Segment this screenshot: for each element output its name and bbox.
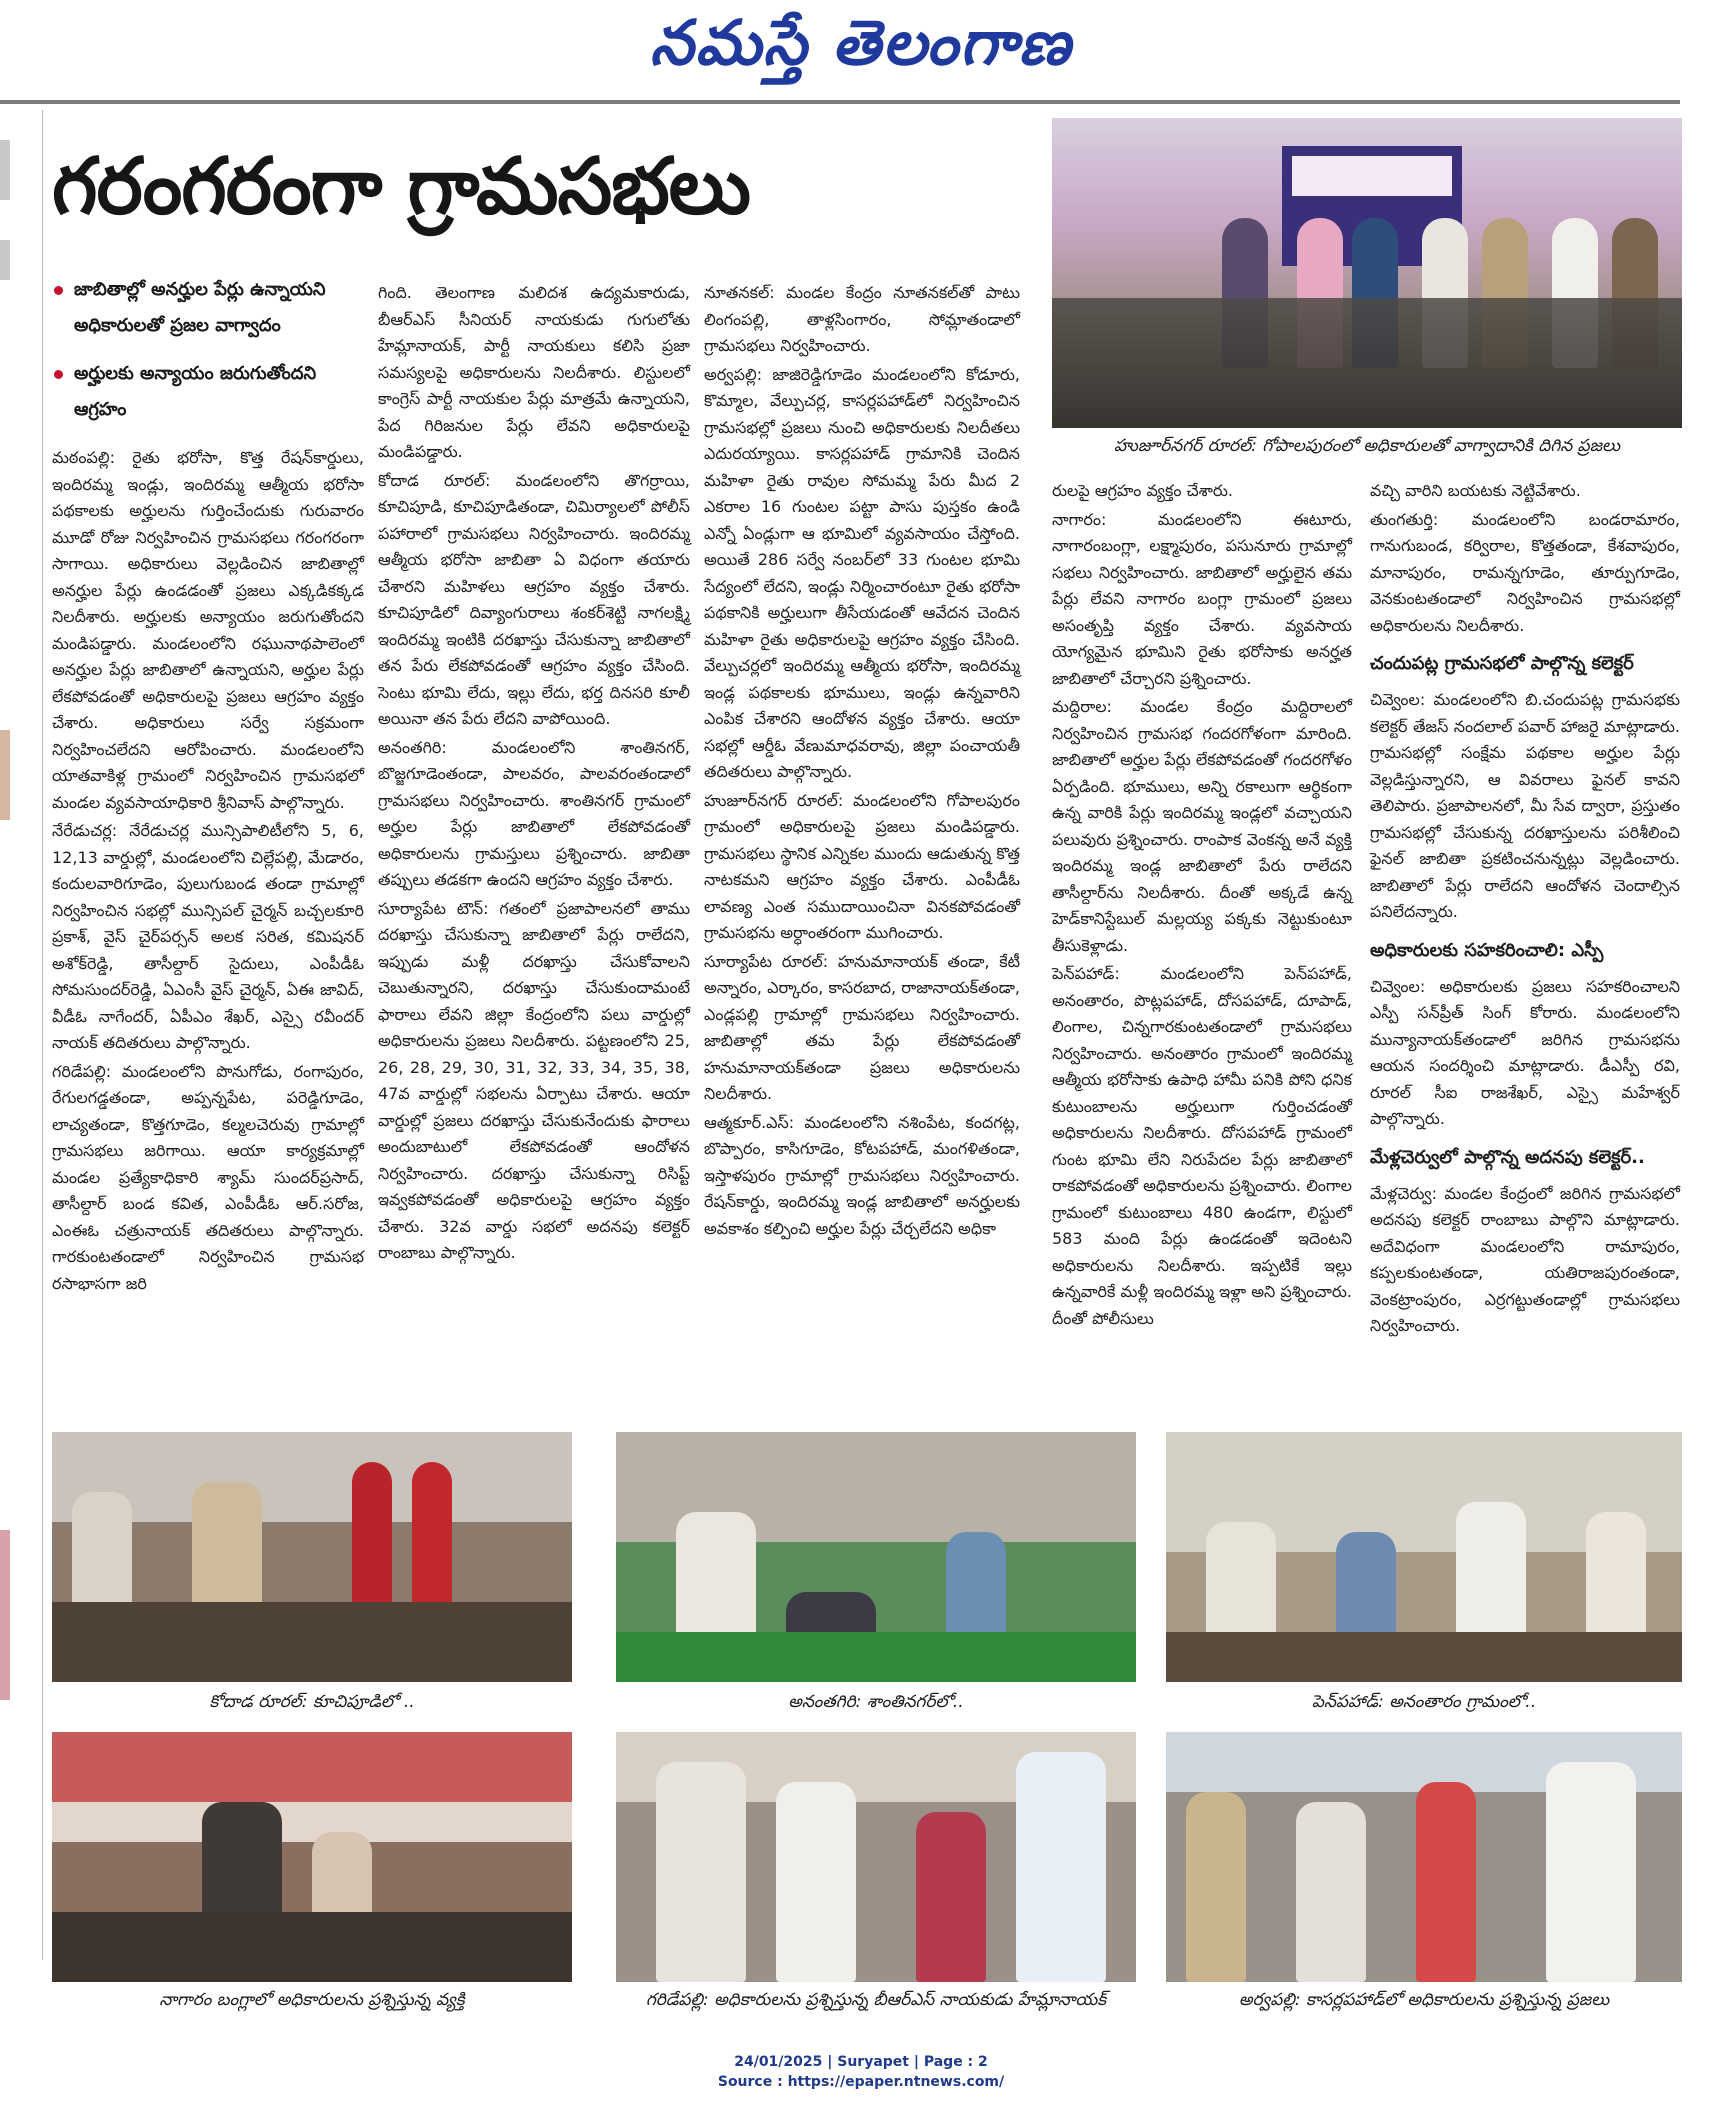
- newspaper-title: నమస్తే తెలంగాణ: [649, 6, 1073, 79]
- paragraph: తుంగతుర్తి: మండలంలోని బండరామారం, గానుగుబండ, కర్విరాల, కొత్తతండా, కేశవాపురం, మానాపురం, రామన్నగూడెం, తూర్పుగూడెం, వెనకుంటతండాలో నిర్వహించిన గ్రామసభల్లో అధికారులను నిలదీశారు.: [1370, 509, 1680, 635]
- summary-bullets: [52, 272, 362, 440]
- page-footer: [0, 2052, 1722, 2092]
- masthead: [0, 0, 1722, 100]
- paragraph: వచ్చి వారిని బయటకు నెట్టివేశారు.: [1370, 481, 1581, 500]
- paragraph: చివ్వెంల: మండలంలోని బి.చందుపట్ల గ్రామసభకు కలెక్టర్ తేజస్ నందలాల్ పవార్ హాజరై మాట్లాడారు. గ్రామసభల్లో సంక్షేమ పథకాల అర్హుల పేర్లు వెల్లడిస్తున్నారని, ఆ వివరాలు ఫైనల్ కావని తెలిపారు. ప్రజాపాలనలో, మీ సేవ ద్వారా, ప్రస్తుతం గ్రామసభల్లో చేసుకున్న దరఖాస్తులను పరిశీలించి ఫైనల్ జాబితా ప్రకటించనున్నట్లు వెల్లడించారు. జాబితాలో పేర్లు రాలేదని ఆందోళన చెందాల్సిన పనిలేదన్నారు.: [1370, 690, 1680, 921]
- hero-photo: [1052, 118, 1682, 428]
- subheading: అధికారులకు సహకరించాలి: ఎస్పీ: [1370, 939, 1604, 961]
- paragraph: నాగారం: మండలంలోని ఈటూరు, నాగారంబంగ్లా, లక్ష్మాపురం, పసునూరు గ్రామాల్లో సభలు నిర్వహించారు. జాబితాలో అర్హులైన తమ పేర్లు లేవని నాగారం బంగ్లా గ్రామంలో ప్రజలు అసంతృప్తి వ్యక్తం చేశారు. వ్యవసాయ యోగ్యమైన భూమిని రైతు భరోసాకు అనర్హత జాబితాలో చేర్చారని ప్రశ్నించారు.: [1052, 509, 1352, 688]
- paragraph: అనంతగిరి: మండలంలోని శాంతినగర్, బొజ్జగూడెంతండా, పాలవరం, పాలవరంతండాలో గ్రామసభలు నిర్వహించారు. శాంతినగర్ గ్రామంలో అర్హుల పేర్లు జాబితాలో లేకపోవడంతో అధికారులను గ్రామస్తులు ప్రశ్నించారు. జాబితా తప్పులు తడకగా ఉందని ఆగ్రహం వ్యక్తం చేశారు.: [378, 737, 690, 889]
- article-column-1: [52, 445, 364, 1299]
- subheading: చందుపట్ల గ్రామసభలో పాల్గొన్న కలెక్టర్: [1370, 653, 1634, 674]
- paragraph: ఆత్మకూర్.ఎస్: మండలంలోని నశింపేట, కందగట్ల, బొప్పారం, కాసిగూడెం, కోటపహాడ్, మంగళితండా, ఇస్తాళపురం గ్రామాల్లో గ్రామసభలు నిర్వహించారు. రేషన్‌కార్డు, ఇందిరమ్మ ఇండ్ల జాబితాలో అనర్హులకు అవకాశం కల్పించి అర్హుల పేర్లు చేర్చలేదని అధికా: [704, 1112, 1020, 1238]
- photo-caption: గరిడేపల్లి: అధికారులను ప్రశ్నిస్తున్న బీఆర్‌ఎస్ నాయకుడు హేమ్లానాయక్: [645, 1990, 1107, 2010]
- paragraph: నూతనకల్: మండల కేంద్రం నూతనకల్‌తో పాటు లింగంపల్లి, తాళ్లసింగారం, సోమ్లాతండాలో గ్రామసభలు నిర్వహించారు.: [704, 283, 1020, 355]
- paragraph: గింది. తెలంగాణ మలిదశ ఉద్యమకారుడు, బీఆర్‌ఎస్ సీనియర్ నాయకుడు గుగులోతు హేమ్లానాయక్, పార్టీ నాయకులు కలిసి ప్రజా సమస్యలపై అధికారులను నిలదీశారు. లిస్టులలో కాంగ్రెస్ పార్టీ నాయకుల పేర్లు మాత్రమే ఉన్నాయని, పేద గిరిజనుల పేర్లు లేవని అధికారులపై మండిపడ్డారు.: [378, 283, 690, 461]
- hero-caption: హుజూర్‌నగర్ రూరల్: గోపాలపురంలో అధికారులతో వాగ్వాదానికి దిగిన ప్రజలు: [1113, 436, 1620, 456]
- photo-arvapally: [1166, 1732, 1682, 1982]
- photo-caption: పెన్‌పహాడ్: అనంతారం గ్రామంలో..: [1311, 1692, 1537, 1712]
- photo-penpahad: [1166, 1432, 1682, 1682]
- paragraph: సూర్యాపేట టౌన్: గతంలో ప్రజాపాలనలో తాము దరఖాస్తు చేసుకున్నా జాబితాలో పేర్లు రాలేదని, ఇప్పుడు మళ్లీ దరఖాస్తు చేసుకోవాలని చెబుతున్నారని, దరఖాస్తు చేసుకుందామంటే ఫారాలు లేవని జిల్లా కేంద్రంలోని పలు వార్డుల్లో అధికారులను ప్రజలు నిలదీశారు. పట్టణంలోని 25, 26, 28, 29, 30, 31, 32, 33, 34, 35, 38, 47వ వార్డుల్లో సభలను ఏర్పాటు చేశారు. ఆయా వార్డుల్లో ప్రజలు దరఖాస్తు చేసుకునేందుకు ఫారాలు అందుబాటులో లేకపోవడంతో ఆందోళన నిర్వహించారు. దరఖాస్తు చేసుకున్నా రిసిప్ట్ ఇవ్వకపోవడంతో అధికారులపై ఆగ్రహం వ్యక్తం చేశారు. 32వ వార్డు సభలో అదనపు కలెక్టర్ రాంబాబు పాల్గొన్నారు.: [378, 898, 690, 1262]
- subheading: మేళ్లచెర్వులో పాల్గొన్న అదనపు కలెక్టర్..: [1370, 1146, 1645, 1168]
- article-column-3: [704, 280, 1020, 1244]
- headline: గరంగరంగా గ్రామసభలు: [52, 142, 751, 232]
- paragraph: రులపై ఆగ్రహం వ్యక్తం చేశారు.: [1052, 481, 1233, 500]
- column-divider: [42, 110, 43, 1960]
- photo-anantagiri: [616, 1432, 1136, 1682]
- paragraph: మద్దిరాల: మండల కేంద్రం మద్దిరాలలో నిర్వహించిన గ్రామసభ గందరగోళంగా మారింది. జాబితాలో అర్హుల పేర్లు లేకపోవడంతో గందరగోళం ఏర్పడింది. భూములు, అన్ని రకాలుగా ఆర్థికంగా ఉన్న వారికి పేర్లు ఇందిరమ్మ ఇండ్లలో వచ్చాయని పలువురు ప్రశ్నించారు. రాంపాక వెంకన్న అనే వ్యక్తి ఇందిరమ్మ ఇండ్ల జాబితాలో పేరు రాలేదని తాసీల్దార్‌ను నిలదీశారు. దీంతో అక్కడే ఉన్న హెడ్‌కానిస్టేబుల్ మల్లయ్య పక్కకు నెట్టుకుంటూ తీసుకెళ్లాడు.: [1052, 697, 1352, 955]
- photo-kodad: [52, 1432, 572, 1682]
- photo-nagaram: [52, 1732, 572, 1982]
- photo-caption: అనంతగిరి: శాంతినగర్‌లో..: [788, 1692, 964, 1712]
- paragraph: చివ్వెంల: అధికారులకు ప్రజలు సహకరించాలని ఎస్పీ సన్‌ప్రీత్ సింగ్ కోరారు. మండలంలోని మున్యానాయక్‌తండాలో జరిగిన గ్రామసభను ఆయన సందర్శించి మాట్లాడారు. డీఎస్పీ రవి, రూరల్ సీఐ రాజశేఖర్, ఎస్సై మహేశ్వర్ పాల్గొన్నారు.: [1370, 976, 1680, 1128]
- paragraph: కోదాడ రూరల్: మండలంలోని తొగర్రాయి, కూచిపూడి, కూచిపూడితండా, చిమిర్యాలలో పోలీస్ పహారాలో గ్రామసభలు నిర్వహించారు. ఇందిరమ్మ ఆత్మీయ భరోసా జాబితా ఏ విధంగా తయారు చేశారని మహిళలు ఆగ్రహం వ్యక్తం చేశారు. కూచిపూడిలో దివ్యాంగురాలు శంకర్‌శెట్టి నాగలక్ష్మి ఇందిరమ్మ ఇంటికి దరఖాస్తు చేసుకున్నా జాబితాలో తన పేరు లేకపోవడంతో ఆగ్రహం వ్యక్తం చేసింది. సెంటు భూమి లేదు, ఇల్లు లేదు, భర్త దినసరి కూలీ అయినా తన పేరు లేదని వాపోయింది.: [378, 470, 690, 728]
- article-column-4: [1052, 478, 1352, 1334]
- paragraph: అర్వపల్లి: జాజిరెడ్డిగూడెం మండలంలోని కోడూరు, కొమ్మాల, వేల్పుచర్ల, కాసర్లపహాడ్‌లో నిర్వహించిన గ్రామసభల్లో ప్రజలు నుంచి అధికారులకు నిలదీతలు ఎదురయ్యాయి. కాసర్లపహాడ్ గ్రామానికి చెందిన మహిళా రైతు రావుల సోమమ్మ పేరు మీద 2 ఎకరాల 16 గుంటల పట్టా పాసు పుస్తకం ఉండి ఎన్నో ఏండ్లుగా ఆ భూమిలో వ్యవసాయం చేస్తోంది. అయితే 286 సర్వే నంబర్‌లో 33 గుంటల భూమి సేద్యంలో లేదని, ఇండ్లు నిర్మించారంటూ రైతు భరోసా పథకానికి అర్హులుగా తీసేయడంతో ఆవేదన చెందిన మహిళా రైతు అధికారులపై ఆగ్రహం వ్యక్తం చేసింది. వేల్పుచర్లలో ఇందిరమ్మ ఆత్మీయ భరోసా, ఇందిరమ్మ ఇండ్ల పథకాలకు భూములు, ఇండ్లు ఉన్నవారిని ఎంపిక చేశారని ఆందోళన వ్యక్తం చేశారు. ఆయా సభల్లో ఆర్డీఓ వేణుమాధవరావు, జిల్లా పంచాయతీ తదితరులు పాల్గొన్నారు.: [704, 364, 1020, 781]
- paragraph: మఠంపల్లి: రైతు భరోసా, కొత్త రేషన్‌కార్డులు, ఇందిరమ్మ ఇండ్లు, ఇందిరమ్మ ఆత్మీయ భరోసా పథకాలకు అర్హులను గుర్తించేందుకు గురువారం మూడో రోజు నిర్వహించిన గ్రామసభలు గరంగరంగా సాగాయి. అధికారులు వెల్లడించిన జాబితాల్లో అనర్హుల పేర్లు ఉండడంతో ప్రజలు ఎక్కడికక్కడ నిలదీశారు. అర్హులకు అన్యాయం జరుగుతోందని మండిపడ్డారు. మండలంలోని రఘునాథపాలెంలో అనర్హుల పేర్లు జాబితాలో ఉన్నాయని, అర్హుల పేర్లు లేకపోవడంతో అధికారులపై ప్రజలు ఆగ్రహం వ్యక్తం చేశారు. అధికారులు సర్వే సక్రమంగా నిర్వహించలేదని ఆరోపించారు. మండలంలోని యాతవాకిళ్ల గ్రామంలో నిర్వహించిన గ్రామసభలో మండల వ్యవసాయాధికారి శ్రీనివాస్ పాల్గొన్నారు.: [52, 448, 364, 812]
- masthead-rule: [0, 100, 1680, 104]
- paragraph: నేరేడుచర్ల: నేరేడుచర్ల మున్సిపాలిటీలోని 5, 6, 12,13 వార్డుల్లో, మండలంలోని చిల్లేపల్లి, మేడారం, కందులవారిగూడెం, పులుగుబండ తండా గ్రామాల్లో నిర్వహించిన సభల్లో మున్సిపల్ చైర్మన్ బచ్చలకూరి ప్రకాశ్, వైస్ చైర్‌పర్సన్ అలక సరిత, కమిషనర్ అశోక్‌రెడ్డి, తాసీల్దార్ సైదులు, ఎంపీడీఓ సోమసుందర్‌రెడ్డి, ఏఎంసీ వైస్ చైర్మన్, ఏఈ జావిద్, వీడీఓ నాగేందర్, ఏపీఎం శేఖర్, ఎస్సై రవీందర్ నాయక్ తదితరులు పాల్గొన్నారు.: [52, 821, 364, 1052]
- photo-caption: నాగారం బంగ్లాలో అధికారులను ప్రశ్నిస్తున్న వ్యక్తి: [159, 1990, 465, 2010]
- page-info: 24/01/2025 | Suryapet | Page : 2: [734, 2054, 988, 2070]
- photo-garidepalli: [616, 1732, 1136, 1982]
- source-link[interactable]: Source : https://epaper.ntnews.com/: [717, 2074, 1005, 2090]
- paragraph: గరిడేపల్లి: మండలంలోని పొనుగోడు, రంగాపురం, రేగులగడ్డతండా, అప్పన్నపేట, పరెడ్డిగూడెం, లాచ్యతండా, కొత్తగూడెం, కల్మలచెరువు గ్రామాల్లో గ్రామసభలు జరిగాయి. ఆయా కార్యక్రమాల్లో మండల ప్రత్యేకాధికారి శ్యామ్ సుందర్‌ప్రసాద్, తాసీల్దార్ బండ కవిత, ఎంపీడీఓ ఆర్.సరోజ, ఎంఈఓ చత్రునాయక్ తదితరులు పాల్గొన్నారు. గారకుంటతండాలో నిర్వహించిన గ్రామసభ రసాభాసగా జరి: [52, 1061, 364, 1293]
- article-column-2: [378, 280, 690, 1269]
- photo-caption: కోదాడ రూరల్: కూచిపూడిలో ..: [209, 1692, 415, 1712]
- article-column-5: [1370, 478, 1680, 1342]
- photo-caption: అర్వపల్లి: కాసర్లపహాడ్‌లో అధికారులను ప్రశ్నిస్తున్న ప్రజలు: [1238, 1990, 1610, 2010]
- bullet-item: అర్హులకు అన్యాయం జరుగుతోందని ఆగ్రహం: [52, 356, 362, 428]
- paragraph: పెన్‌పహాడ్: మండలంలోని పెన్‌పహాడ్, అనంతారం, పొట్లపహాడ్, దోసపహాడ్, దూపాడ్, లింగాల, చిన్నగారకుంటతండాలో గ్రామసభలు నిర్వహించారు. అనంతారం గ్రామంలో ఇందిరమ్మ ఆత్మీయ భరోసాకు ఉపాధి హామీ పనికి పోని ధనిక కుటుంబాలను అర్హులుగా గుర్తించడంతో అధికారులను నిలదీశారు. దోసపహాడ్ గ్రామంలో గుంట భూమి లేని నిరుపేదల పేర్లు జాబితాలో రాకపోవడంతో అధికారులను ప్రశ్నించారు. లింగాల గ్రామంలో కుటుంబాలు 480 ఉండగా, లిస్టులో 583 మంది పేర్లు ఉండడంతో ఇదెంటని అధికారులను నిలదీశారు. ఇప్పటికే ఇల్లు ఉన్నవారికే మళ్లీ ఇందిరమ్మ ఇళ్లా అని ప్రశ్నించారు. దీంతో పోలీసులు: [1052, 964, 1352, 1328]
- paragraph: మేళ్లచెర్వు: మండల కేంద్రంలో జరిగిన గ్రామసభలో అదనపు కలెక్టర్ రాంబాబు పాల్గొని మాట్లాడారు. అదేవిధంగా మండలంలోని రామాపురం, కప్పలకుంటతండా, యతిరాజపురంతండా, వెంకట్రాంపురం, ఎర్రగట్టుతండాల్లో గ్రామసభలు నిర్వహించారు.: [1370, 1183, 1680, 1335]
- paragraph: హుజూర్‌నగర్ రూరల్: మండలంలోని గోపాలపురం గ్రామంలో అధికారులపై ప్రజలు మండిపడ్డారు. గ్రామసభలు స్థానిక ఎన్నికల ముందు ఆడుతున్న కొత్త నాటకమని ఆగ్రహం వ్యక్తం చేశారు. ఎంపీడీఓ లావణ్య ఎంత సముదాయించినా వినకపోవడంతో గ్రామసభను అర్ధాంతరంగా ముగించారు.: [704, 790, 1020, 942]
- bullet-item: జాబితాల్లో అనర్హుల పేర్లు ఉన్నాయని అధికారులతో ప్రజల వాగ్వాదం: [52, 272, 362, 344]
- paragraph: సూర్యాపేట రూరల్: హనుమానాయక్ తండా, కేటీ అన్నారం, ఎర్కారం, కాసరబాద, రాజానాయక్‌తండా, ఎండ్లపల్లి గ్రామాల్లో గ్రామసభలు నిర్వహించారు. జాబితాల్లో తమ పేర్లు లేకపోవడంతో హనుమానాయక్‌తండా ప్రజలు అధికారులను నిలదీశారు.: [704, 951, 1020, 1103]
- adjacent-article-strip: [0, 110, 10, 1960]
